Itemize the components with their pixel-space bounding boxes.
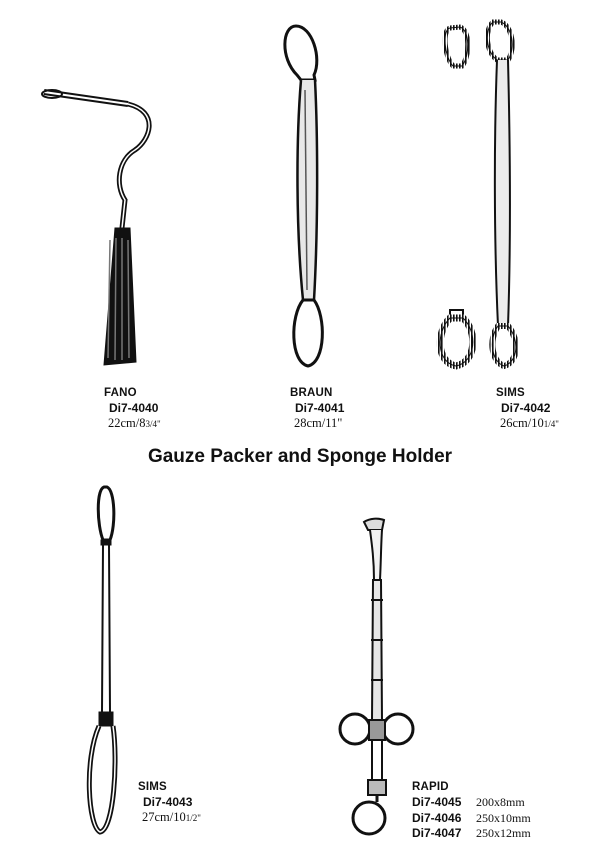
product-size: 22cm/83/4": [108, 416, 161, 430]
sims-4043-instrument-drawing: [89, 487, 115, 832]
product-size: 250x10mm: [476, 810, 531, 825]
product-code: Di7-4047: [412, 826, 462, 840]
list-item: [412, 795, 531, 811]
product-code: Di7-4045: [412, 795, 462, 809]
product-code: Di7-4046: [412, 810, 462, 825]
product-caption-braun: [290, 386, 344, 431]
product-caption-fano: [104, 386, 161, 432]
product-name: BRAUN: [290, 387, 333, 399]
product-name: SIMS: [496, 387, 525, 399]
product-name: SIMS: [138, 781, 167, 793]
list-item: [412, 826, 531, 842]
sims-4042-instrument-drawing: [440, 22, 516, 366]
product-size: 26cm/101/4": [500, 416, 559, 430]
product-size: 28cm/11": [294, 416, 343, 430]
product-size: 200x8mm: [476, 795, 525, 809]
product-code: Di7-4042: [501, 401, 551, 415]
product-caption-sims-4043: [138, 780, 201, 826]
fano-instrument-drawing: [42, 90, 149, 365]
product-size: 27cm/101/2": [142, 810, 201, 824]
product-caption-sims-4042: [496, 386, 559, 432]
product-name: FANO: [104, 387, 137, 399]
page-title: Gauze Packer and Sponge Holder: [147, 446, 453, 467]
list-item: [412, 811, 531, 827]
product-code: Di7-4043: [143, 795, 193, 809]
rapid-variant-list: [412, 795, 531, 842]
product-size: 250x12mm: [476, 826, 531, 840]
product-code: Di7-4041: [295, 401, 345, 415]
rapid-instrument-drawing: [340, 519, 413, 834]
braun-instrument-drawing: [285, 26, 322, 366]
product-code: Di7-4040: [109, 401, 159, 415]
product-name: RAPID: [412, 781, 449, 793]
product-caption-rapid: [412, 780, 449, 795]
